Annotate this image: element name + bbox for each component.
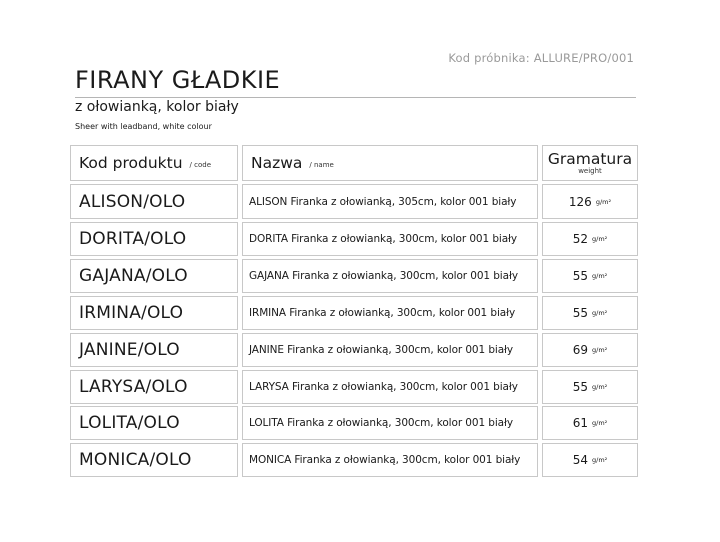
weight-unit: g/m²: [592, 383, 608, 391]
product-weight: 55: [572, 380, 588, 394]
product-weight-cell: [542, 370, 638, 404]
product-weight: 55: [572, 306, 588, 320]
product-weight-cell: [542, 443, 638, 477]
product-weight-cell: [542, 296, 638, 330]
product-weight: 55: [572, 269, 588, 283]
header-weight-label: Gramatura: [547, 150, 633, 168]
title-divider: [75, 97, 636, 98]
product-code-cell: [70, 296, 238, 330]
header-weight: [542, 145, 638, 181]
product-name-cell: [242, 406, 538, 440]
weight-unit: g/m²: [592, 456, 608, 464]
product-weight-cell: [542, 333, 638, 367]
product-name-cell: [242, 184, 538, 219]
product-code: MONICA/OLO: [79, 450, 192, 470]
product-name: IRMINA Firanka z ołowianką, 300cm, kolor 001 biały: [249, 307, 516, 319]
page-subtitle-english: Sheer with leadband, white colour: [75, 122, 212, 131]
product-code-cell: [70, 443, 238, 477]
product-code-cell: [70, 259, 238, 293]
weight-unit: g/m²: [592, 272, 608, 280]
product-weight: 126: [568, 194, 592, 209]
product-code: GAJANA/OLO: [79, 266, 188, 286]
product-weight-cell: [542, 222, 638, 256]
product-weight-cell: [542, 406, 638, 440]
product-code-cell: [70, 406, 238, 440]
weight-unit: g/m²: [595, 197, 612, 206]
weight-unit: g/m²: [592, 309, 608, 317]
product-weight-cell: [542, 184, 638, 219]
product-code: LOLITA/OLO: [79, 413, 180, 433]
header-code: [70, 145, 238, 181]
weight-unit: g/m²: [592, 419, 608, 427]
header-weight-sub: weight: [578, 167, 602, 175]
page-subtitle: z ołowianką, kolor biały: [75, 99, 239, 115]
product-code-cell: [70, 333, 238, 367]
product-code: DORITA/OLO: [79, 229, 187, 249]
product-name-cell: [242, 296, 538, 330]
product-name: ALISON Firanka z ołowianką, 305cm, kolor 001 biały: [249, 195, 517, 208]
product-name: MONICA Firanka z ołowianką, 300cm, kolor 001 biały: [249, 454, 521, 466]
product-code: ALISON/OLO: [79, 191, 186, 212]
product-name-cell: [242, 443, 538, 477]
header-code-sub: / code: [189, 160, 212, 169]
weight-unit: g/m²: [592, 346, 608, 354]
product-code-cell: [70, 370, 238, 404]
product-name: DORITA Firanka z ołowianką, 300cm, kolor 001 biały: [249, 233, 518, 245]
page-title: FIRANY GŁADKIE: [75, 66, 281, 94]
header-name-label: Nazwa: [251, 154, 303, 172]
product-code: LARYSA/OLO: [79, 377, 188, 397]
product-name-cell: [242, 259, 538, 293]
product-weight: 54: [572, 453, 588, 467]
product-code: JANINE/OLO: [79, 340, 180, 360]
product-name-cell: [242, 333, 538, 367]
header-name: [242, 145, 538, 181]
header-name-sub: / name: [309, 160, 334, 169]
product-weight: 61: [572, 416, 588, 430]
header-code-label: Kod produktu: [79, 154, 183, 172]
product-name: GAJANA Firanka z ołowianką, 300cm, kolor 001 biały: [249, 270, 518, 282]
product-weight: 69: [572, 343, 588, 357]
product-name-cell: [242, 370, 538, 404]
product-code-cell: [70, 184, 238, 219]
product-name: LOLITA Firanka z ołowianką, 300cm, kolor 001 biały: [249, 417, 513, 429]
product-name: JANINE Firanka z ołowianką, 300cm, kolor 001 biały: [249, 344, 514, 356]
product-name-cell: [242, 222, 538, 256]
product-name: LARYSA Firanka z ołowianką, 300cm, kolor 001 biały: [249, 381, 518, 393]
product-weight: 52: [572, 232, 588, 246]
product-weight-cell: [542, 259, 638, 293]
product-code: IRMINA/OLO: [79, 303, 184, 323]
product-code-cell: [70, 222, 238, 256]
sample-code: Kod próbnika: ALLURE/PRO/001: [448, 51, 634, 65]
weight-unit: g/m²: [592, 235, 608, 243]
